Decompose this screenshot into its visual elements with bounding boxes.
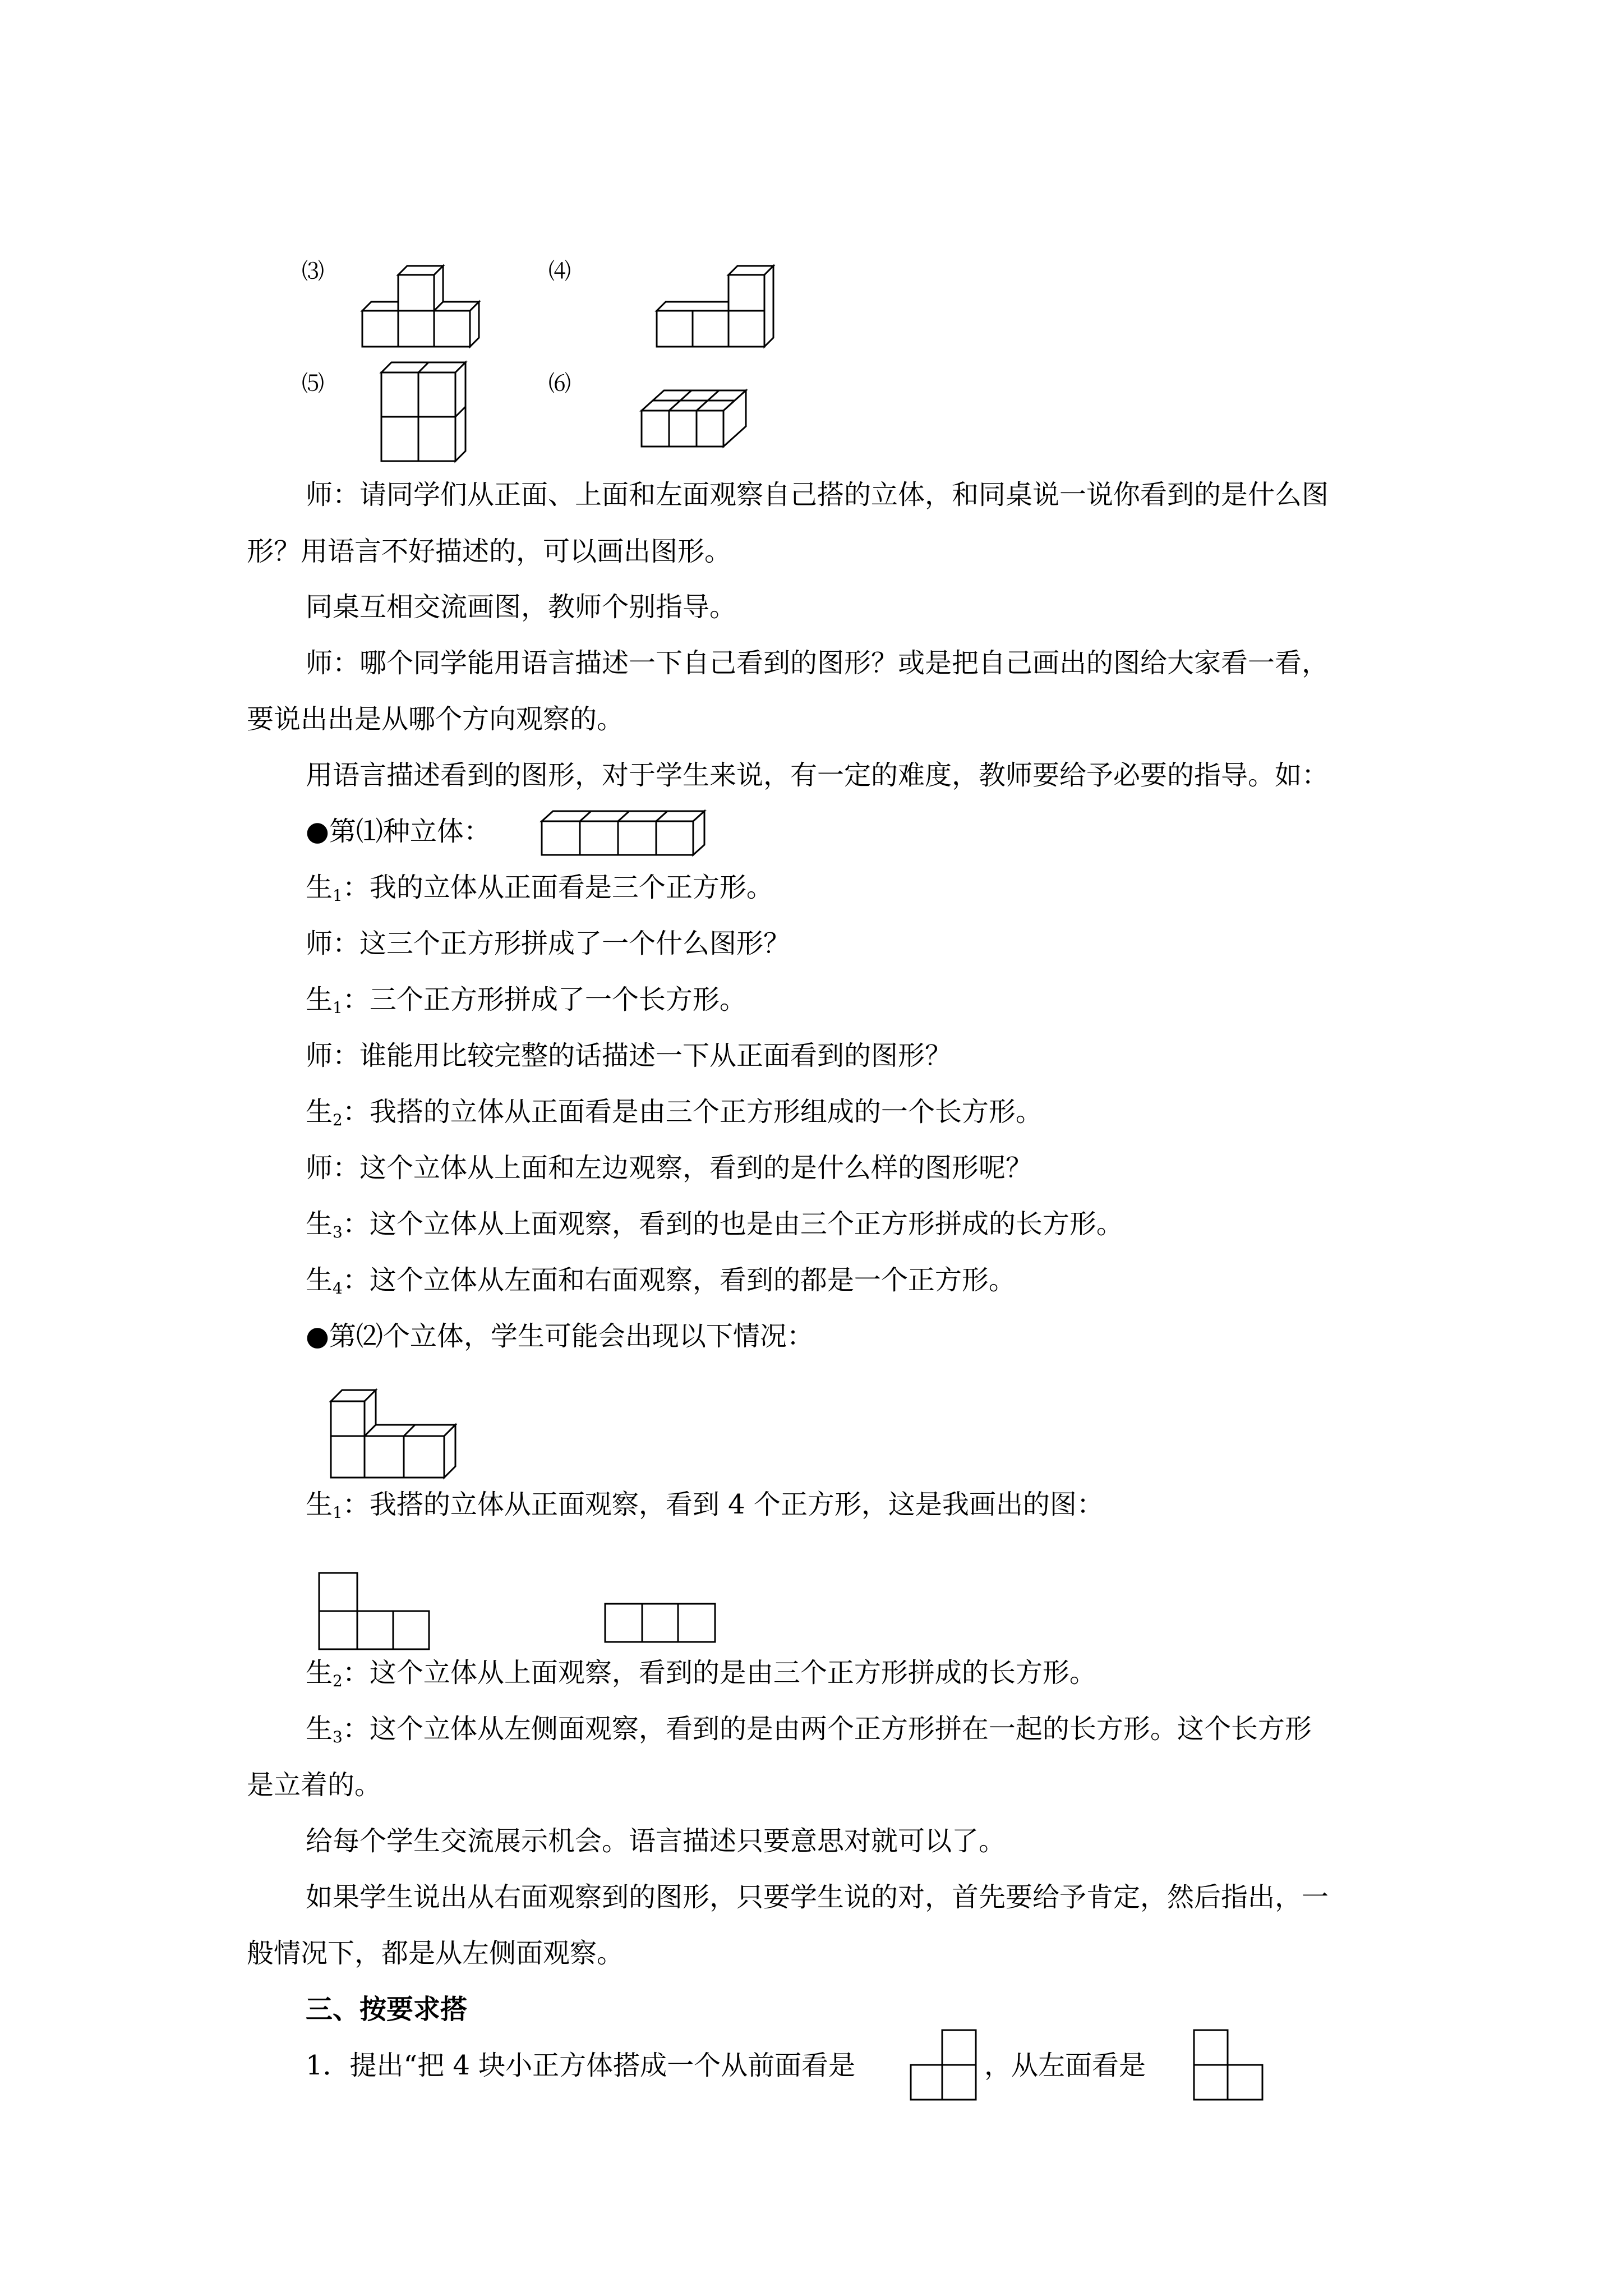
paragraph-showcase: 给每个学生交流展示机会。语言描述只要意思对就可以了。	[306, 1825, 1006, 1857]
paragraph-teacher-question-line2: 要说出出是从哪个方向观察的。	[247, 703, 624, 735]
top-view-drawing	[603, 1602, 721, 1646]
dialogue-teacher-line6: 师：这个立体从上面和左边观察，看到的是什么样的图形呢？	[306, 1152, 1033, 1184]
figure-label-3: ⑶	[302, 259, 324, 284]
paragraph-right-view-line1: 如果学生说出从右面观察到的图形，只要学生说的对，首先要给予肯定，然后指出，一	[306, 1881, 1329, 1913]
paragraph-guidance: 用语言描述看到的图形，对于学生来说，有一定的难度，教师要给予必要的指导。如：	[306, 760, 1329, 791]
paragraph-teacher-question-line1: 师：哪个同学能用语言描述一下自己看到的图形？或是把自己画出的图给大家看一看，	[306, 647, 1329, 679]
left-view-shape	[1192, 2028, 1270, 2106]
case-2-heading: ●第⑵个立体，学生可能会出现以下情况：	[306, 1320, 814, 1352]
paragraph-right-view-line2: 般情况下，都是从左侧面观察。	[247, 1938, 624, 1969]
figure-label-6: ⑹	[548, 371, 571, 397]
dialogue-teacher-line2: 师：这三个正方形拼成了一个什么图形？	[306, 928, 791, 959]
figure-label-4: ⑷	[548, 259, 571, 284]
dialogue-case2-student2: 生$_2$：这个立体从上面观察，看到的是由三个正方形拼成的长方形。	[306, 1657, 1096, 1690]
cube-figure-6	[639, 387, 751, 454]
dialogue-teacher-line4: 师：谁能用比较完整的话描述一下从正面看到的图形？	[306, 1040, 952, 1071]
case-1-heading: ●第⑴种立体：	[306, 816, 491, 847]
cube-figure-1-inline	[538, 808, 712, 858]
paragraph-teacher-prompt-line1: 师：请同学们从正面、上面和左面观察自己搭的立体，和同桌说一说你看到的是什么图	[306, 479, 1329, 510]
dialogue-student3-line7: 生$_3$：这个立体从上面观察，看到的也是由三个正方形拼成的长方形。	[306, 1208, 1123, 1241]
cube-figure-4	[648, 264, 782, 359]
question-1-part1: 1．提出“把 4 块小正方体搭成一个从前面看是	[306, 2050, 856, 2081]
front-view-drawing	[317, 1571, 435, 1655]
dialogue-student1-line1: 生$_1$：我的立体从正面看是三个正方形。	[306, 872, 773, 905]
front-view-shape	[909, 2028, 981, 2106]
cube-figure-3	[353, 264, 482, 353]
dialogue-student4-line8: 生$_4$：这个立体从左面和右面观察，看到的都是一个正方形。	[306, 1264, 1016, 1297]
dialogue-case2-student1: 生$_1$：我搭的立体从正面观察，看到 4 个正方形，这是我画出的图：	[306, 1489, 1104, 1522]
question-1-part2: ，从左面看是	[984, 2050, 1146, 2081]
paragraph-peer-exchange: 同桌互相交流画图，教师个别指导。	[306, 591, 737, 623]
paragraph-teacher-prompt-line2: 形？用语言不好描述的，可以画出图形。	[247, 536, 732, 567]
dialogue-case2-student3-line1: 生$_3$：这个立体从左侧面观察，看到的是由两个正方形拼在一起的长方形。这个长方形	[306, 1713, 1312, 1746]
dialogue-student2-line5: 生$_2$：我搭的立体从正面看是由三个正方形组成的一个长方形。	[306, 1096, 1043, 1129]
figure-label-5: ⑸	[302, 371, 324, 397]
dialogue-student1-line3: 生$_1$：三个正方形拼成了一个长方形。	[306, 984, 746, 1017]
dialogue-case2-student3-line2: 是立着的。	[247, 1769, 382, 1801]
cube-figure-2-inline	[325, 1386, 460, 1487]
section-3-heading: 三、按要求搭	[306, 1994, 468, 2025]
cube-figure-5	[376, 359, 477, 466]
